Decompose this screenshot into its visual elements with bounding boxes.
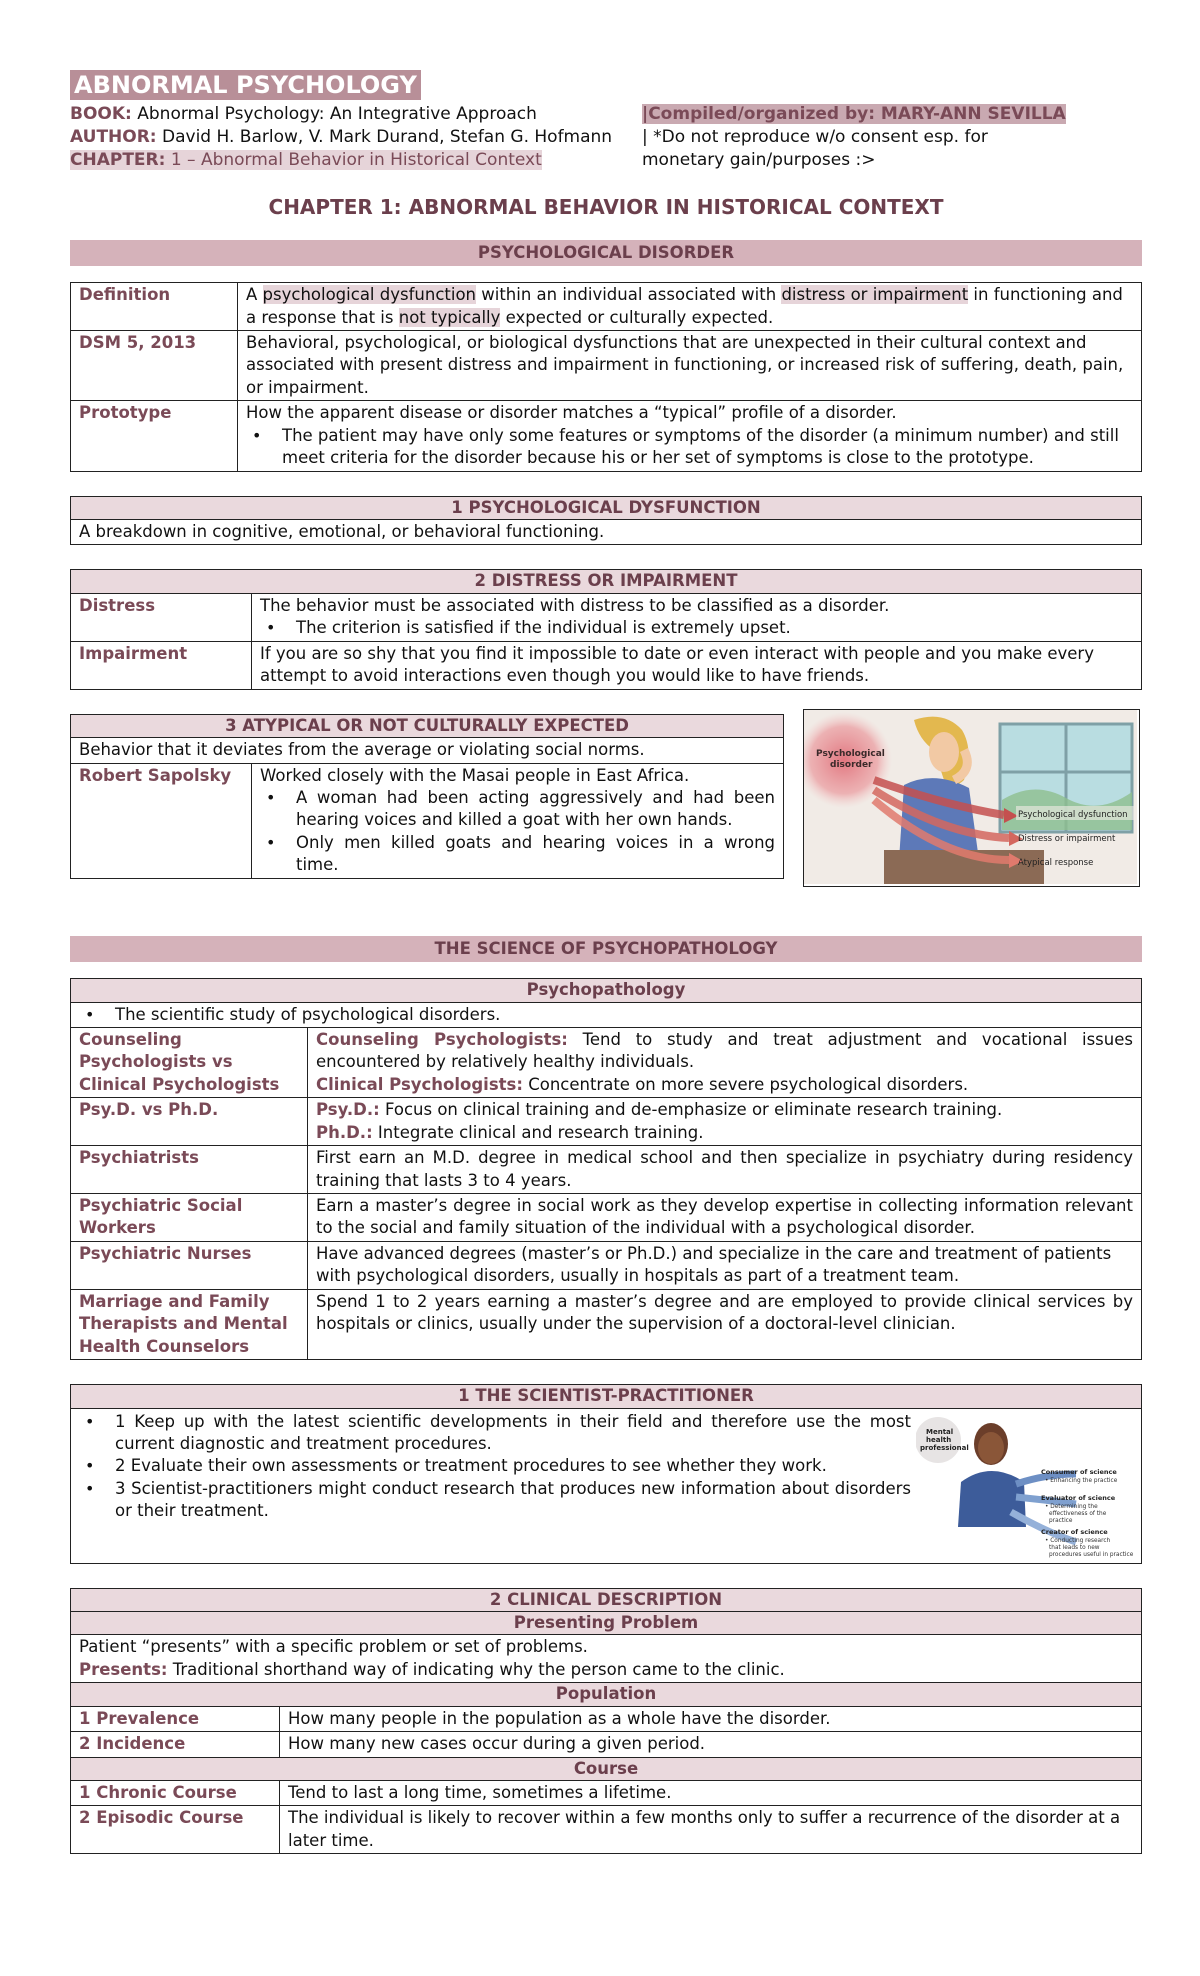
author-label: AUTHOR: <box>70 127 157 148</box>
incidence-text: How many new cases occur during a given period. <box>280 1732 1142 1757</box>
nurses-key: Psychiatric Nurses <box>71 1241 308 1289</box>
chronic-key: 1 Chronic Course <box>71 1781 280 1806</box>
table-row <box>71 1706 1142 1731</box>
table-row <box>71 330 1142 400</box>
table-row <box>71 1732 1142 1757</box>
impairment-key: Impairment <box>71 641 252 689</box>
author-line <box>70 126 640 149</box>
table-row <box>71 1027 1142 1097</box>
psychiatrists-text: First earn an M.D. degree in medical school and then specialize in psychiatry during residency training that lasts 3 to 4 years. <box>308 1146 1142 1194</box>
impairment-text: If you are so shy that you find it impossible to date or even interact with people and you make every attempt to avoid interactions even though you would like to have friends. <box>252 641 1142 689</box>
table-row <box>71 1806 1142 1854</box>
dsm-text: Behavioral, psychological, or biological dysfunctions that are unexpected in their cultural context and associated with present distress and impairment in functioning, or increased risk of suffering, death, pain, or impairment. <box>238 330 1142 400</box>
episodic-text: The individual is likely to recover within a few months only to suffer a recurrence of the disorder at a later time. <box>280 1806 1142 1854</box>
clinical-table <box>70 1588 1142 1855</box>
table-row <box>71 1289 1142 1359</box>
psych-disorder-table <box>70 282 1142 472</box>
figure2-item-sub: practice <box>1049 1517 1073 1524</box>
atypical-text: Behavior that it deviates from the average or violating social norms. <box>71 738 784 763</box>
scientist-bullet: • 3 Scientist-practitioners might conduct research that produces new information about disorders or their treatment. <box>79 1478 911 1523</box>
psychopathology-bullet: • The scientific study of psychological disorders. <box>79 1004 1133 1026</box>
presenting-text: Patient “presents” with a specific problem or set of problems. <box>79 1637 588 1657</box>
presenting-cell <box>71 1635 1142 1683</box>
book-label: BOOK: <box>70 104 132 125</box>
distress-band: 2 DISTRESS OR IMPAIRMENT <box>71 570 1142 593</box>
episodic-key: 2 Episodic Course <box>71 1806 280 1854</box>
author-value: David H. Barlow, V. Mark Durand, Stefan G. Hofmann <box>162 127 613 148</box>
table-row <box>71 401 1142 471</box>
social-workers-text: Earn a master’s degree in social work as they develop expertise in collecting information relevant to the social and family situation of the individual with a psychological disorder. <box>308 1194 1142 1242</box>
figure2-item-sub: effectiveness of the <box>1049 1510 1107 1517</box>
chapter-title: CHAPTER 1: ABNORMAL BEHAVIOR IN HISTORICAL CONTEXT <box>268 195 944 220</box>
atypical-row <box>70 714 1142 899</box>
prevalence-key: 1 Prevalence <box>71 1706 280 1731</box>
section-band-psych-disorder: PSYCHOLOGICAL DISORDER <box>70 240 1142 266</box>
chapter-line <box>70 149 640 172</box>
figure1-title-line2: disorder <box>830 759 873 770</box>
document-page <box>70 70 1142 1854</box>
figure2-title-line2: health <box>926 1435 952 1444</box>
table-row <box>71 1781 1142 1806</box>
figure2-item-sub: • Determining the <box>1045 1503 1098 1510</box>
figure2-item-sub: • Conducting research <box>1045 1537 1111 1544</box>
figure2-item-head: Creator of science <box>1041 1527 1108 1536</box>
prototype-cell <box>238 401 1142 471</box>
scientist-bullet: • 1 Keep up with the latest scientific developments in their field and therefore use the most current diagnostic and treatment procedures. <box>79 1411 911 1456</box>
distress-table <box>70 569 1142 689</box>
figure2-item-head: Consumer of science <box>1041 1467 1117 1476</box>
compiled-by: |Compiled/organized by: MARY-ANN SEVILLA <box>642 104 1066 125</box>
figure2-item-sub: • Enhancing the practice <box>1045 1477 1118 1484</box>
dysfunction-text: A breakdown in cognitive, emotional, or behavioral functioning. <box>71 520 1142 545</box>
dysfunction-table <box>70 496 1142 546</box>
counseling-vs-clinical-key: Counseling Psychologists vs Clinical Psychologists <box>71 1027 308 1097</box>
scientist-bullet: • 2 Evaluate their own assessments or treatment procedures to see whether they work. <box>79 1455 911 1477</box>
sapolsky-cell <box>252 763 784 878</box>
figure1-label: Atypical response <box>1018 857 1094 868</box>
atypical-table <box>70 714 784 879</box>
table-row <box>71 763 784 878</box>
dysfunction-band: 1 PSYCHOLOGICAL DYSFUNCTION <box>71 496 1142 519</box>
psychopathology-band: Psychopathology <box>71 979 1142 1002</box>
scientist-cell <box>71 1408 1142 1563</box>
psychiatrists-key: Psychiatrists <box>71 1146 308 1194</box>
meta-left <box>70 103 640 172</box>
figure2-item-sub: procedures useful in practice <box>1049 1551 1134 1558</box>
prototype-text: How the apparent disease or disorder matches a “typical” profile of a disorder. <box>246 403 897 423</box>
scientist-band: 1 THE SCIENTIST-PRACTITIONER <box>71 1385 1142 1408</box>
distress-cell <box>252 593 1142 641</box>
psyd-vs-phd-key: Psy.D. vs Ph.D. <box>71 1098 308 1146</box>
incidence-key: 2 Incidence <box>71 1732 280 1757</box>
clinical-band: 2 CLINICAL DESCRIPTION <box>71 1588 1142 1611</box>
definition-key: Definition <box>71 283 238 331</box>
table-row <box>71 1194 1142 1242</box>
table-row <box>71 283 1142 331</box>
nurses-text: Have advanced degrees (master’s or Ph.D.) and specialize in the care and treatment of patients with psychological disorders, usually in hospitals as part of a treatment team. <box>308 1241 1142 1289</box>
chapter-value: 1 – Abnormal Behavior in Historical Context <box>170 150 542 171</box>
table-row <box>71 593 1142 641</box>
psychopathology-cell <box>71 1002 1142 1027</box>
meta-right <box>642 103 1072 172</box>
population-band: Population <box>71 1683 1142 1706</box>
prevalence-text: How many people in the population as a whole have the disorder. <box>280 1706 1142 1731</box>
distress-key: Distress <box>71 593 252 641</box>
chronic-text: Tend to last a long time, sometimes a lifetime. <box>280 1781 1142 1806</box>
psych-disorder-illustration <box>804 710 1137 884</box>
figure2-title-line3: professional <box>920 1443 969 1452</box>
dsm-key: DSM 5, 2013 <box>71 330 238 400</box>
mft-text: Spend 1 to 2 years earning a master’s degree and are employed to provide clinical services by hospitals or clinics, usually under the supervision of a doctoral-level clinician. <box>308 1289 1142 1359</box>
figure1-title-line1: Psychological <box>816 748 885 759</box>
presents-label: Presents: <box>79 1659 168 1679</box>
course-band: Course <box>71 1757 1142 1780</box>
doc-title: ABNORMAL PSYCHOLOGY <box>70 70 421 100</box>
sapolsky-bullet: • Only men killed goats and hearing voices in a wrong time. <box>260 832 775 877</box>
mft-key: Marriage and Family Therapists and Mental Health Counselors <box>71 1289 308 1359</box>
counseling-vs-clinical-cell: Counseling Psychologists: Tend to study and treat adjustment and vocational issues encountered by relatively healthy individuals. Clinical Psychologists: Concentrate on more severe psychological disorders. <box>308 1027 1142 1097</box>
presenting-band: Presenting Problem <box>71 1611 1142 1634</box>
chapter-label: CHAPTER: <box>70 150 166 171</box>
table-row <box>71 1146 1142 1194</box>
figure1-label: Psychological dysfunction <box>1018 809 1128 820</box>
presents-text: Traditional shorthand way of indicating why the person came to the clinic. <box>167 1659 785 1679</box>
atypical-band: 3 ATYPICAL OR NOT CULTURALLY EXPECTED <box>71 714 784 737</box>
prototype-bullet: • The patient may have only some features or symptoms of the disorder (a minimum number) and still meet criteria for the disorder because his or her set of symptoms is close to the prototype. <box>246 425 1133 470</box>
sapolsky-key: Robert Sapolsky <box>71 763 252 878</box>
figure2-title-line1: Mental <box>926 1427 954 1436</box>
psych-disorder-figure <box>803 709 1140 887</box>
book-value: Abnormal Psychology: An Integrative Approach <box>137 104 537 125</box>
sapolsky-text: Worked closely with the Masai people in East Africa. <box>260 765 690 785</box>
table-row <box>71 1241 1142 1289</box>
psyd-vs-phd-cell: Psy.D.: Focus on clinical training and de-emphasize or eliminate research training. Ph.D.: Integrate clinical and research training. <box>308 1098 1142 1146</box>
science-table <box>70 978 1142 1360</box>
doc-meta <box>70 103 1142 172</box>
prototype-key: Prototype <box>71 401 238 471</box>
table-row <box>71 1098 1142 1146</box>
table-row <box>71 641 1142 689</box>
social-workers-key: Psychiatric Social Workers <box>71 1194 308 1242</box>
figure1-label: Distress or impairment <box>1018 833 1116 844</box>
scientist-table <box>70 1384 1142 1563</box>
mental-health-professional-figure <box>916 1412 1136 1562</box>
sapolsky-bullet: • A woman had been acting aggressively and had been hearing voices and killed a goat with her own hands. <box>260 787 775 832</box>
definition-text: A psychological dysfunction within an individual associated with distress or impairment in functioning and a response that is not typically expected or culturally expected. <box>238 283 1142 331</box>
section-band-science: THE SCIENCE OF PSYCHOPATHOLOGY <box>70 936 1142 962</box>
book-line <box>70 103 640 126</box>
notice: | *Do not reproduce w/o consent esp. for monetary gain/purposes :> <box>642 127 988 171</box>
distress-text: The behavior must be associated with distress to be classified as a disorder. <box>260 595 890 615</box>
figure2-item-sub: that leads to new <box>1049 1544 1100 1551</box>
distress-bullet: • The criterion is satisfied if the individual is extremely upset. <box>260 617 1133 639</box>
figure2-item-head: Evaluator of science <box>1041 1493 1116 1502</box>
